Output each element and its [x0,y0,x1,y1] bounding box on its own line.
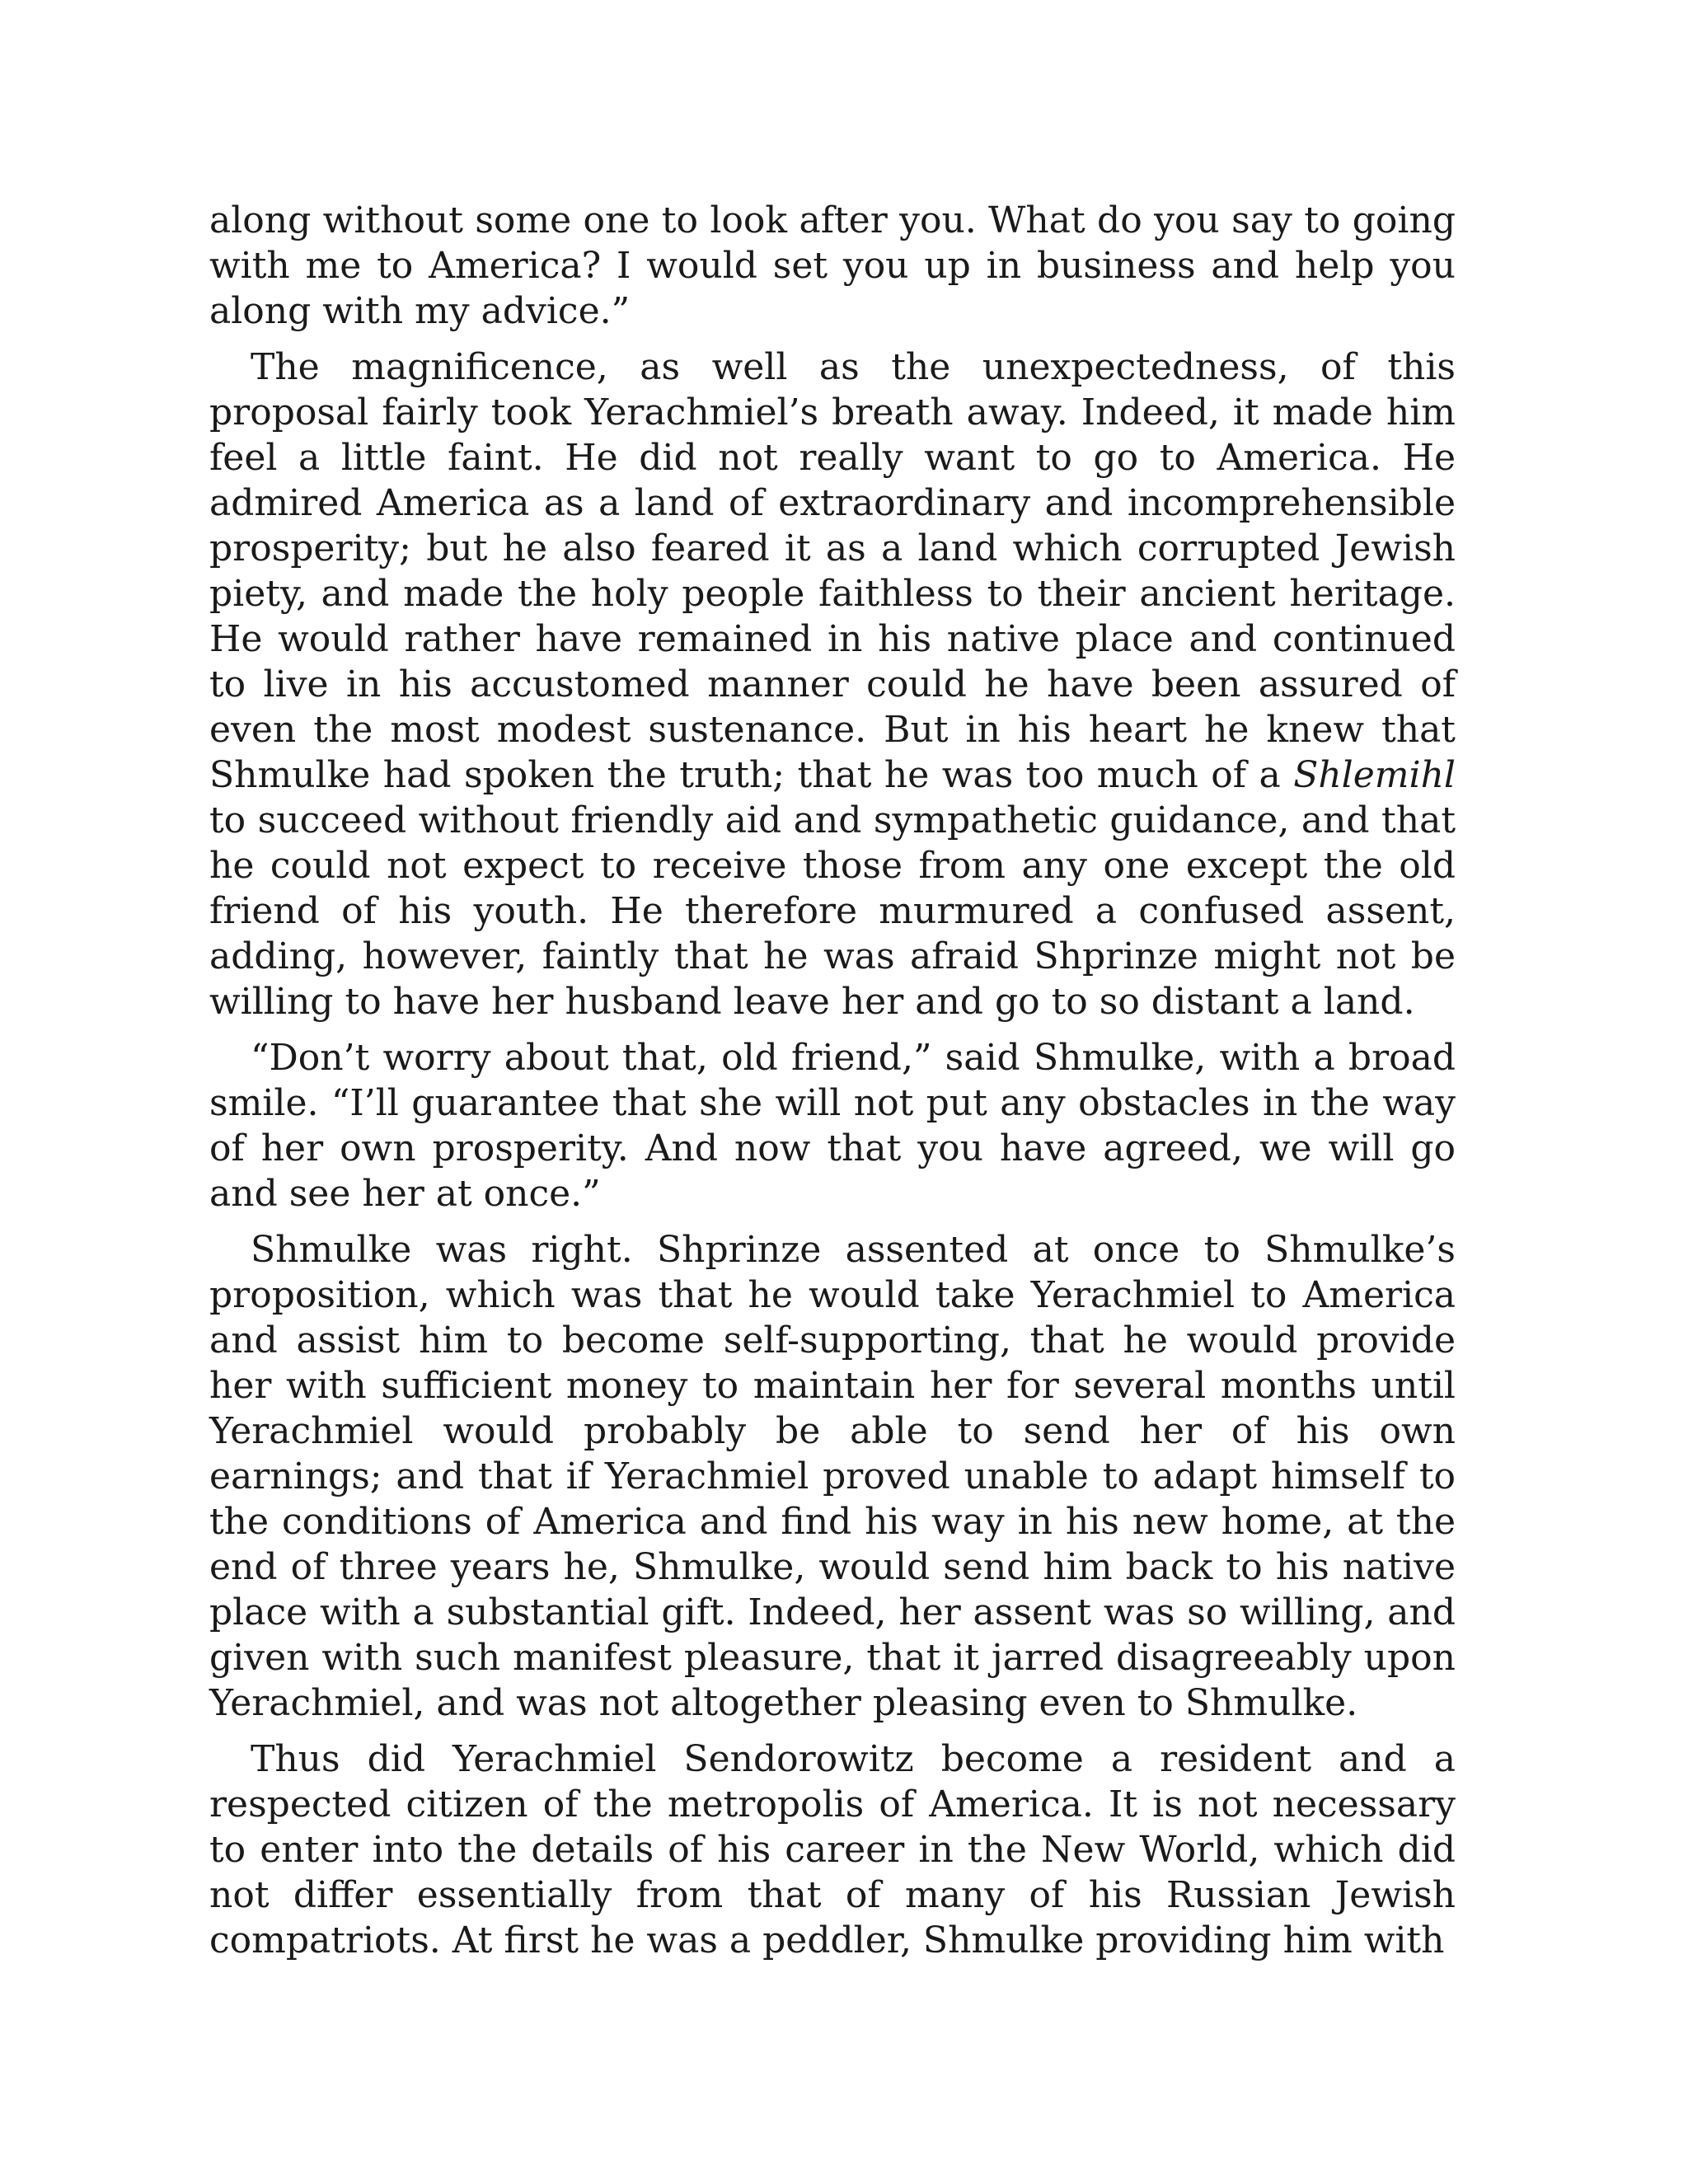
paragraph [209,344,1456,1024]
paragraph: “Don’t worry about that, old friend,” said Shmulke, with a broad smile. “I’ll guarantee that she will not put any obstacles in the way of her own prosperity. And now that you have agreed, we will go and see her at once.” [209,1037,1456,1215]
paragraph: Shmulke was right. Shprinze assented at once to Shmulke’s proposition, which was that he would take Yerachmiel to America and assist him to become self-supporting, that he would provide her with sufficient money to maintain her for several months until Yerachmiel would probably be able to send her of his own earnings; and that if Yerachmiel proved unable to adapt himself to the conditions of America and find his way in his new home, at the end of three years he, Shmulke, would send him back to his native place with a substantial gift. Indeed, her assent was so willing, and given with such manifest pleasure, that it jarred disagreeably upon Yerachmiel, and was not altogether pleasing even to Shmulke. [209,1229,1456,1724]
paragraph-text: The magnificence, as well as the unexpectedness, of this proposal fairly took Yerachmiel’s breath away. Indeed, it made him feel a little faint. He did not really want to go to America. He admired America as a land of extraordinary and incomprehensible prosperity; but he also feared it as a land which corrupted Jewish piety, and made the holy people faithless to their ancient heritage. He would rather have remained in his native place and continued to live in his accustomed manner could he have been assured of even the most modest sustenance. But in his heart he knew that Shmulke had spoken the truth; that he was too much of a [209,346,1456,796]
paragraph-text: to succeed without friendly aid and sympathetic guidance, and that he could not expect to receive those from any one except the old friend of his youth. He therefore murmured a confused assent, adding, however, faintly that he was afraid Shprinze might not be willing to have her husband leave her and go to so distant a land. [209,799,1456,1023]
paragraph: along without some one to look after you. What do you say to going with me to America? I would set you up in business and help you along with my advice.” [209,199,1456,332]
body-text [209,198,1456,1974]
italic-term: Shlemihl [1293,754,1456,796]
paragraph: Thus did Yerachmiel Sendorowitz become a resident and a respected citizen of the metropolis of America. It is not necessary to enter into the details of his career in the New World, which did not differ essentially from that of many of his Russian Jewish compatriots. At first he was a peddler, Shmulke providing him with [209,1738,1456,1961]
